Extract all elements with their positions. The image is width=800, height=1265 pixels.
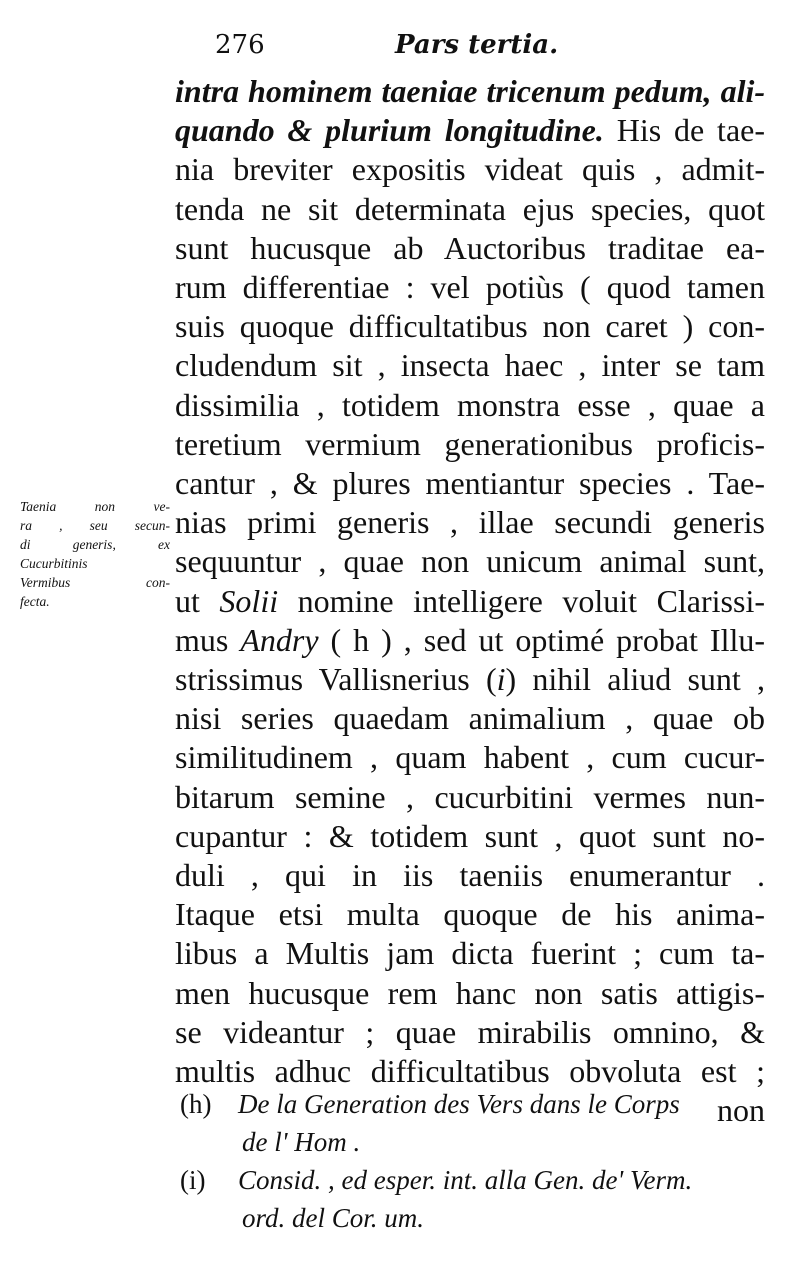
text-line: bitarum semine , cucurbitini vermes nun- (175, 778, 765, 815)
footnote-continuation: ord. del Cor. um. (242, 1203, 425, 1233)
text-italic-span: i (496, 661, 506, 698)
marginal-note-line: Cucurbitinis (20, 556, 88, 571)
text-line: Itaque etsi multa quoque de his anima- (175, 896, 765, 933)
text-line: cupantur : & totidem sunt , quot sunt no- (175, 817, 765, 854)
text-line: sequuntur , quae non unicum animal sunt, (175, 543, 765, 580)
marginal-note-line: Taenia non ve- (20, 499, 170, 514)
text-span: ut (175, 582, 220, 619)
text-span: mus (175, 621, 241, 658)
main-text (175, 72, 765, 1130)
footnote-marker: (h) (180, 1089, 212, 1119)
text-line: rum differentiae : vel potiùs ( quod tamen (175, 269, 765, 306)
text-span: His de tae- (603, 112, 766, 149)
marginal-note-line: Vermibus con- (20, 575, 170, 590)
text-line (175, 582, 765, 621)
text-span: nomine intelligere voluit Clarissi- (278, 582, 766, 619)
page-number: 276 (215, 30, 265, 60)
marginal-note-line: ra , seu secun- (20, 518, 170, 533)
footnotes (180, 1085, 770, 1237)
footnote (180, 1161, 770, 1199)
running-head: Pars tertia. (395, 30, 559, 60)
marginal-note-line: di generis, ex (20, 537, 170, 552)
text-line: nia breviter expositis videat quis , admit- (175, 151, 765, 188)
marginal-note (20, 497, 170, 611)
footnote-continuation: de l' Hom . (242, 1127, 361, 1157)
footnote (180, 1085, 770, 1123)
text-line: similitudinem , quam habent , cum cucur- (175, 739, 765, 776)
text-line: sunt hucusque ab Auctoribus traditae ea- (175, 229, 765, 266)
text-line (175, 621, 765, 660)
text-line: suis quoque difficultatibus non caret ) con- (175, 308, 765, 345)
text-line: tenda ne sit determinata ejus species, quot (175, 190, 765, 227)
text-line: men hucusque rem hanc non satis attigis- (175, 974, 765, 1011)
text-span: ) nihil aliud sunt , (505, 661, 766, 698)
text-line: libus a Multis jam dicta fuerint ; cum ta- (175, 935, 765, 972)
text-line: multis adhuc difficultatibus obvoluta est ; (175, 1053, 765, 1090)
text-line: nisi series quaedam animalium , quae ob (175, 700, 765, 737)
text-line: cantur , & plures mentiantur species . Tae- (175, 465, 765, 502)
text-italic-span: Solii (219, 582, 279, 619)
text-line: nias primi generis , illae secundi generis (175, 504, 765, 541)
marginal-note-line: fecta. (20, 594, 50, 609)
text-italic-span: Andry (240, 621, 319, 658)
text-span: strissimus Vallisnerius ( (175, 661, 497, 698)
text-line: teretium vermium generationibus proficis- (175, 425, 765, 462)
footnote-marker: (i) (180, 1165, 206, 1195)
text-line: se videantur ; quae mirabilis omnino, & (175, 1013, 765, 1050)
footnote-text: De la Generation des Vers dans le Corps (238, 1089, 680, 1119)
text-line (175, 111, 765, 150)
page-header (215, 30, 715, 70)
text-span: ( h ) , sed ut optimé probat Illu- (318, 621, 766, 658)
catchword: non (717, 1092, 765, 1129)
text-line: dissimilia , totidem monstra esse , quae a (175, 386, 765, 423)
text-line (175, 660, 765, 699)
text-line: intra hominem taeniae tricenum pedum, ali- (175, 73, 765, 109)
text-line: duli , qui in iis taeniis enumerantur . (175, 857, 765, 894)
text-line: cludendum sit , insecta haec , inter se tam (175, 347, 765, 384)
footnote-text: Consid. , ed esper. int. alla Gen. de' Verm. (238, 1165, 693, 1195)
text-italic-span: quando & plurium longitudine. (175, 112, 604, 149)
